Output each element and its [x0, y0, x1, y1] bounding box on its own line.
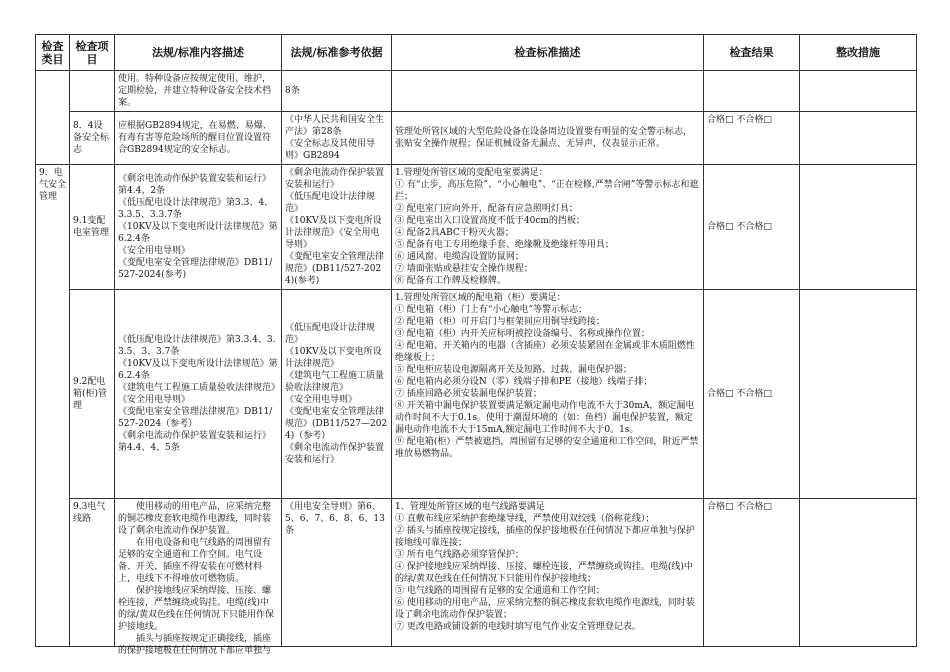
desc-line: 《变配电室安全管理法律规范》DB11/527-2024(参考)	[118, 258, 273, 280]
fix-cell	[800, 112, 917, 165]
header-ref: 法规/标准参考依据	[282, 35, 392, 71]
criteria-line: ③ 所有电气线路必须穿管保护；	[395, 550, 524, 560]
fix-cell	[800, 165, 917, 290]
criteria-line: ④ 配备2具ABC干粉灭火器；	[395, 228, 514, 238]
ref-cell	[282, 71, 392, 112]
desc-cell	[115, 71, 282, 112]
header-result: 检查结果	[704, 35, 800, 71]
result-cell	[704, 71, 800, 112]
header-row	[36, 35, 917, 71]
desc-line: 《建筑电气工程施工质量验收法律规范》	[118, 383, 281, 393]
desc-line: 应根据GB2894规定，在易燃、易爆、有毒有害等危险场所的醒目位置设置符合GB2894规定的安全标志。	[118, 121, 272, 155]
criteria-line: ① 直敷布线应采纳护套绝缘导线，严禁使用双绞线（俗称花线）；	[395, 514, 655, 524]
header-criteria: 检查标准描述	[392, 35, 704, 71]
criteria-line: 1.管理处所管区域的配电箱（柜）要满足：	[395, 293, 566, 303]
criteria-line: ⑦ 墙面张贴或悬挂安全操作规程；	[395, 264, 533, 274]
criteria-line: ⑤ 电气线路的周围留有足够的安全通道和工作空间；	[395, 586, 605, 596]
ref-line: 《剩余电流动作保护装置安装和运行》	[285, 168, 385, 190]
item-cell: 9.1变配电室管理	[70, 165, 115, 290]
table-row	[36, 112, 917, 165]
item-cell	[70, 71, 115, 112]
table-row	[36, 165, 917, 290]
criteria-line: ⑥ 配电箱内必须分设N（零）线端子排和PE（接地）线端子排；	[395, 377, 653, 387]
criteria-cell	[392, 165, 704, 290]
ref-line: 《10KV及以下变电所设计法律规范》	[285, 347, 382, 369]
ref-line: 《安全用电导则》	[285, 395, 358, 405]
criteria-line: ⑦ 更改电路或铺设新的电线时填写电气作业安全管理登记表。	[395, 622, 641, 632]
criteria-line: ③ 配电室出入口设置高度不低于40cm的挡板；	[395, 216, 585, 226]
ref-line: 《10KV及以下变电所设计法律规范》《安全用电导则》	[285, 216, 382, 250]
criteria-line: ① 配电箱（柜）门上有“小心触电”等警示标志；	[395, 305, 588, 315]
result-cell: 合格□ 不合格□	[704, 290, 800, 499]
desc-line: 《安全用电导则》	[118, 395, 191, 405]
desc-cell	[115, 499, 282, 656]
criteria-line: ② 配电箱（柜）可开启门与框架间应用铜导线跨接；	[395, 317, 605, 327]
table-row	[36, 71, 917, 112]
desc-line: 《安全用电导则》	[118, 246, 191, 256]
criteria-line: ⑤ 配备有电工专用绝缘手套、绝缘靴及绝缘杆等用具；	[395, 240, 614, 250]
item-cell: 9.2配电箱(柜)管理	[70, 290, 115, 499]
criteria-line: ③ 配电箱（柜）内开关应标明被控设备编号、名称或操作位置；	[395, 329, 650, 339]
desc-line: 《剩余电流动作保护装置安装和运行》第4.4、2条	[118, 174, 272, 196]
desc-cell	[115, 112, 282, 165]
desc-line: 《10KV及以下变电所设计法律规范》第6.2.4条	[118, 222, 278, 244]
criteria-line: ① 有“止步，高压危险”、“小心触电”、“正在检修,严禁合闸”等警示标志和遮拦；	[395, 180, 699, 202]
desc-line: 《低压配电设计法律规范》第3.3、4、3.3.5、3.3.7条	[118, 198, 274, 220]
fix-cell	[800, 499, 917, 647]
ref-line: 《安全标志及其使用导则》GB2894	[285, 139, 376, 161]
criteria-line: 管理处所管区域的大型危险设备在设备周边设置要有明显的安全警示标志，张贴安全操作规程；保证机械设备无漏点、无异声，仪表显示正常。	[395, 127, 693, 149]
criteria-cell	[392, 112, 704, 165]
item-cell: 9.3电气线路	[70, 499, 115, 647]
desc-line: 《剩余电流动作保护装置安装和运行》第4.4、4、5条	[118, 431, 272, 453]
criteria-line: ⑦ 插座回路必须安装漏电保护装置；	[395, 389, 542, 399]
desc-clip	[118, 501, 278, 656]
ref-line: 《变配电室安全管理法律规范》(DB11/527—2024)（参考）	[285, 407, 388, 441]
ref-line: 《建筑电气工程施工质量验收法律规范》	[285, 371, 385, 393]
ref-line: 《中华人民共和国安全生产法》第28条	[285, 115, 385, 137]
ref-line: 《用电安全导则》第6、5、6、7、6、8、6、13条	[285, 502, 385, 536]
item-cell: 8．4设备安全标志	[70, 112, 115, 165]
criteria-line: ⑥ 使用移动的用电产品，应采纳完整的铜芯橡皮套软电缆作电源线，同时装设了剩余电流动作保护装置；	[395, 598, 695, 620]
criteria-line: ④ 保护接地线应采纳焊接、压接、螺栓连接，严禁缠绕或钩挂。电缆(线)中的绿/黄双色线在任何情况下只能用作保护接地线；	[395, 562, 693, 584]
desc-cell	[115, 290, 282, 499]
criteria-line: ② 插头与插座按规定接线，插座的保护接地极在任何情况下都应单独与保护接地线可靠连接；	[395, 526, 695, 548]
result-cell: 合格□ 不合格□	[704, 165, 800, 290]
ref-line: 《低压配电设计法律规范》	[285, 323, 376, 345]
result-cell: 合格□ 不合格□	[704, 499, 800, 647]
criteria-cell	[392, 499, 704, 647]
ref-line: 《变配电室安全管理法律规范》(DB11/527-2024)(参考)	[285, 252, 385, 286]
desc-line: 在用电设备和电气线路的周围留有足够的安全通道和工作空间。电气设备、开关、插座不得安装在可燃材料上，电线下不得堆放可燃物质。	[118, 538, 272, 584]
fix-cell	[800, 290, 917, 499]
desc-line: 《低压配电设计法律规范》第3.3.4、3.3.5、3、3.7条	[118, 335, 276, 357]
result-cell: 合格□ 不合格□	[704, 112, 800, 165]
ref-cell	[282, 499, 392, 647]
ref-cell	[282, 290, 392, 499]
header-fix: 整改措施	[800, 35, 917, 71]
header-desc: 法规/标准内容描述	[115, 35, 282, 71]
category-cell	[36, 71, 70, 165]
criteria-line: ⑧ 配备有工作牌及检修牌。	[395, 276, 506, 286]
table-row	[36, 290, 917, 499]
ref-line: 《剩余电流动作保护装置安装和运行》	[285, 443, 385, 465]
ref-cell	[282, 112, 392, 165]
header-item: 检查项目	[70, 35, 115, 71]
ref-cell	[282, 165, 392, 290]
desc-line: 使用。特种设备应按规定使用、维护，定期检验，并建立特种设备安全技术档案。	[118, 74, 272, 108]
criteria-line: ② 配电室门应向外开，配备有应急照明灯具；	[395, 204, 578, 214]
desc-line: 《变配电室安全管理法律规范》DB11/527-2024（参考）	[118, 407, 273, 429]
header-category: 检查类目	[36, 35, 70, 71]
desc-cell	[115, 165, 282, 290]
fix-cell	[800, 71, 917, 112]
criteria-line: ⑤ 配电柜应装设电源隔离开关及短路、过载、漏电保护器；	[395, 365, 632, 375]
criteria-line: ④ 配电箱、开关箱内的电器（含插座）必须安装紧固在金属或非木质阻燃性绝缘板上；	[395, 341, 695, 363]
criteria-line: 1.管理处所管区域的变配电室要满足：	[395, 168, 548, 178]
ref-line: 8条	[285, 86, 300, 96]
category-cell: 9．电气安全管理	[36, 165, 70, 647]
table-row	[36, 499, 917, 647]
desc-line: 保护接地线应采纳焊接、压接、螺栓连接，严禁缠绕或钩挂。电缆(线)中的绿/黄双色线在任何情况下只能用作保护接地线。	[118, 586, 275, 632]
criteria-clip	[395, 501, 700, 643]
criteria-cell	[392, 290, 704, 499]
inspection-table-sheet	[35, 34, 917, 656]
criteria-line: ⑧ 开关箱中漏电保护装置要满足额定漏电动作电流不大于30mA，额定漏电动作时间不大于0.1s。使用于潮湿环境的（如：鱼档）漏电保护装置，额定漏电动作电流不大于15mA,额定漏电工作时间不大于0。1s。	[395, 401, 695, 435]
ref-line: 《低压配电设计法律规范》	[285, 192, 376, 214]
criteria-cell	[392, 71, 704, 112]
inspection-table	[35, 34, 917, 656]
desc-line: 插头与插座按规定正确接线，插座的保护接地极在任何情况下都应单独与	[118, 634, 272, 656]
desc-line: 《10KV及以下变电所设计法律规范》第6.2.4条	[118, 359, 278, 381]
desc-line: 使用移动的用电产品，应采纳完整的铜芯橡皮套软电缆作电源线，同时装设了剩余电流动作保护装置。	[118, 502, 272, 536]
criteria-line: 1、管理处所管区域的电气线路要满足	[395, 502, 545, 512]
criteria-line: ⑨ 配电箱(柜）严禁被遮挡，周围留有足够的安全通道和工作空间，附近严禁堆放易燃物品。	[395, 437, 699, 459]
criteria-line: ⑥ 通风窗、电缆沟设置防鼠网；	[395, 252, 524, 262]
